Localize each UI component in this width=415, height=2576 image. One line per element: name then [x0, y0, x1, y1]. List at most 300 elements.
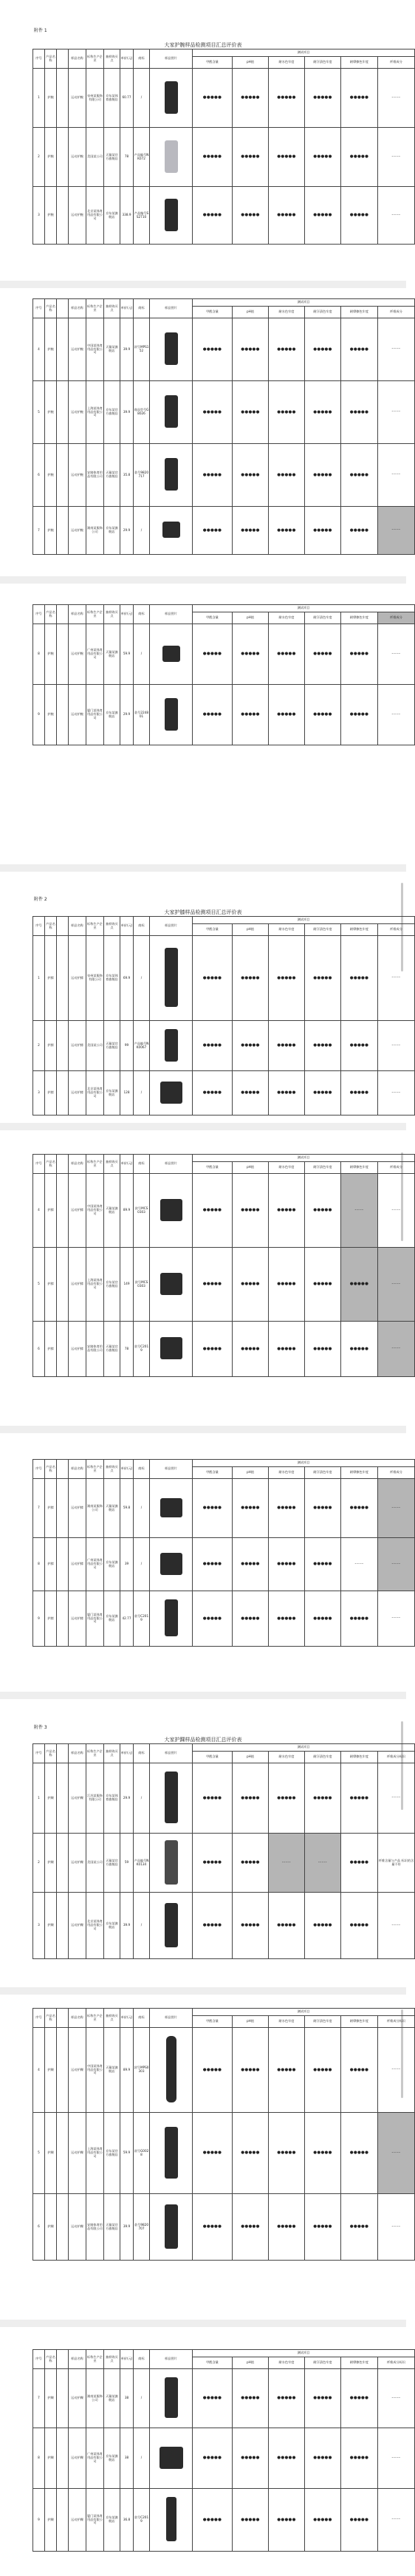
- product-image: [160, 1082, 182, 1104]
- cell-result: ●●●●●: [305, 2428, 341, 2489]
- cell-category: 护膝: [45, 1479, 57, 1538]
- cell-result: -----: [378, 2028, 415, 2113]
- cell-result: ●●●●●: [305, 1021, 341, 1071]
- header-item: 耐汗渍色牢度: [305, 612, 341, 624]
- cell-name: 运动护踝: [69, 2369, 86, 2428]
- page-separator: [0, 2320, 406, 2327]
- cell-result: ●●●●●: [269, 1174, 305, 1248]
- page-separator: [0, 864, 406, 872]
- header-item: 耐水色牢度: [269, 612, 305, 624]
- cell-result: ●●●●●: [341, 624, 378, 685]
- table-row: [33, 1538, 415, 1591]
- cell-result: ●●●●●: [193, 381, 233, 444]
- header-item: 耐汗渍色牢度: [305, 307, 341, 318]
- cell-image: [150, 444, 193, 507]
- cell-seq: 8: [33, 1538, 45, 1591]
- cell-seller: 京东某旗舰店: [104, 2428, 120, 2489]
- cell-result: ●●●●●: [341, 507, 378, 555]
- cell-price: 59.9: [120, 624, 134, 685]
- cell-result: ●●●●●: [305, 318, 341, 381]
- cell-result: ●●●●●: [193, 936, 233, 1021]
- cell-result: ●●●●●: [305, 1071, 341, 1116]
- cell-result: ●●●●●: [269, 507, 305, 555]
- cell-result: ●●●●●: [193, 1538, 233, 1591]
- cell-result: -----: [378, 1591, 415, 1647]
- cell-result: -----: [378, 2113, 415, 2194]
- cell-blank: [57, 187, 69, 245]
- header-sample: 样品名称: [69, 605, 86, 624]
- table-title: 大家护膝样品检测项目汇总评价表: [164, 909, 242, 915]
- cell-result: ●●●●●: [341, 1763, 378, 1834]
- cell-image: [150, 2194, 193, 2261]
- product-image: [165, 698, 178, 731]
- cell-category: 护腕: [45, 69, 57, 128]
- cell-price: 39.9: [120, 1893, 134, 1959]
- cell-result: ●●●●●: [305, 2113, 341, 2194]
- header-sample: 样品名称: [69, 1744, 86, 1763]
- header-item: 耐摩擦色牢度: [341, 924, 378, 936]
- table-row: [33, 1174, 415, 1248]
- header-price: 单价(元): [120, 917, 134, 936]
- cell-result: -----: [378, 685, 415, 745]
- table-row: [33, 2194, 415, 2261]
- cell-price: 29.9: [120, 685, 134, 745]
- page-separator: [0, 1123, 406, 1130]
- cell-mark: /: [134, 1071, 150, 1116]
- cell-category: 护膝: [45, 1021, 57, 1071]
- cell-seller: 京东某官方旗舰店: [104, 1248, 120, 1322]
- cell-result: -----: [378, 2194, 415, 2261]
- header-eval: 测试项目: [193, 2350, 415, 2357]
- header-item: 耐水色牢度: [269, 1752, 305, 1763]
- cell-result: ●●●●●: [305, 685, 341, 745]
- cell-price: 89.9: [120, 2028, 134, 2113]
- cell-result: -----: [378, 128, 415, 187]
- cell-result: -----: [378, 187, 415, 245]
- cell-category: 护腕: [45, 128, 57, 187]
- cell-result: ●●●●●: [233, 2428, 269, 2489]
- cell-result: -----: [305, 1834, 341, 1893]
- cell-maker: 美国某公司: [86, 128, 104, 187]
- table-row: [33, 69, 415, 128]
- cell-result: ●●●●●: [305, 2194, 341, 2261]
- cell-result: ●●●●●: [305, 2028, 341, 2113]
- cell-name: 运动护膝: [69, 1071, 86, 1116]
- table-row: [33, 507, 415, 555]
- cell-result: ●●●●●: [193, 128, 233, 187]
- header-item: pH值: [233, 57, 269, 69]
- cell-blank: [57, 69, 69, 128]
- header-category: 产品名称: [45, 49, 57, 69]
- cell-image: [150, 1071, 193, 1116]
- cell-image: [150, 624, 193, 685]
- cell-result: ●●●●●: [269, 1763, 305, 1834]
- cell-price: 99: [120, 1021, 134, 1071]
- cell-result: ●●●●●: [193, 507, 233, 555]
- cell-image: [150, 2489, 193, 2552]
- cell-mark: /: [134, 2428, 150, 2489]
- results-table: [32, 2349, 415, 2552]
- cell-note: 纤维含量与产品 标识的含量不符: [378, 1834, 415, 1893]
- cell-name: 运动护膝: [69, 1248, 86, 1322]
- cell-mark: 产品编号NK0067: [134, 1021, 150, 1071]
- cell-result: ●●●●●: [193, 69, 233, 128]
- cell-result: ●●●●●: [233, 128, 269, 187]
- cell-result: ●●●●●: [233, 318, 269, 381]
- cell-maker: 上海某体育用品有限公司: [86, 1248, 104, 1322]
- cell-category: 护膝: [45, 1248, 57, 1322]
- header-eval: 测试项目: [193, 2009, 415, 2016]
- header-price: 单价(元): [120, 1155, 134, 1174]
- header-seq: 序号: [33, 2350, 45, 2369]
- cell-result: ●●●●●: [193, 1479, 233, 1538]
- header-blank: [57, 1460, 69, 1479]
- cell-seller: 天猫某官方旗舰店: [104, 128, 120, 187]
- product-image: [165, 948, 178, 1007]
- cell-result: ●●●●●: [233, 1071, 269, 1116]
- cell-result: ●●●●●: [269, 318, 305, 381]
- cell-category: 护腕: [45, 381, 57, 444]
- cell-category: 护膝: [45, 1174, 57, 1248]
- header-item: 纤维成分: [378, 924, 415, 936]
- cell-category: 护踝: [45, 2489, 57, 2552]
- cell-mark: /: [134, 1479, 150, 1538]
- cell-maker: 美国某公司: [86, 1021, 104, 1071]
- cell-seq: 7: [33, 1479, 45, 1538]
- cell-result: ●●●●●: [269, 936, 305, 1021]
- cell-result: ●●●●●: [193, 685, 233, 745]
- cell-seller: 京东某体育旗舰店: [104, 1763, 120, 1834]
- product-image: [165, 140, 178, 173]
- header-item: 耐水色牢度: [269, 307, 305, 318]
- cell-result: ●●●●●: [269, 1591, 305, 1647]
- cell-price: 38: [120, 2428, 134, 2489]
- cell-mark: 款号C2019: [134, 1591, 150, 1647]
- header-image: 样品图片: [150, 605, 193, 624]
- cell-price: 42.77: [120, 1591, 134, 1647]
- cell-maker: 中国某体育用品有限公司: [86, 2028, 104, 2113]
- header-eval: 测试项目: [193, 49, 415, 57]
- header-mark: 商标: [134, 1460, 150, 1479]
- cell-maker: 广州某体育用品有限公司: [86, 2428, 104, 2489]
- header-image: 样品图片: [150, 299, 193, 318]
- cell-blank: [57, 507, 69, 555]
- header-eval: 测试项目: [193, 299, 415, 307]
- cell-seq: 6: [33, 444, 45, 507]
- results-table: [32, 1743, 415, 1959]
- cell-price: 89.9: [120, 1174, 134, 1248]
- cell-result: ●●●●●: [305, 381, 341, 444]
- header-item: 耐摩擦色牢度: [341, 2357, 378, 2369]
- cell-result: ●●●●●: [193, 1248, 233, 1322]
- header-item: 甲醛含量: [193, 1467, 233, 1479]
- cell-result: ●●●●●: [269, 685, 305, 745]
- cell-result: -----: [378, 1763, 415, 1834]
- cell-category: 护踝: [45, 2369, 57, 2428]
- cell-result: ●●●●●: [269, 1248, 305, 1322]
- page-separator: [0, 1692, 406, 1699]
- header-mark: 商标: [134, 2350, 150, 2369]
- cell-maker: 上海某体育用品有限公司: [86, 2113, 104, 2194]
- header-item: 甲醛含量: [193, 612, 233, 624]
- cell-mark: /: [134, 1893, 150, 1959]
- table-row: [33, 1322, 415, 1377]
- cell-seq: 2: [33, 128, 45, 187]
- cell-maker: 安踏体育用品有限公司: [86, 1322, 104, 1377]
- cell-seller: 天猫某旗舰店: [104, 624, 120, 685]
- cell-image: [150, 1248, 193, 1322]
- cell-result: -----: [378, 1021, 415, 1071]
- table-row: [33, 128, 415, 187]
- cell-blank: [57, 1071, 69, 1116]
- header-item: 耐汗渍色牢度: [305, 57, 341, 69]
- header-seq: 序号: [33, 605, 45, 624]
- cell-seq: 1: [33, 1763, 45, 1834]
- cell-category: 护踝: [45, 2028, 57, 2113]
- cell-name: 运动护踝: [69, 2113, 86, 2194]
- header-price: 单价(元): [120, 2009, 134, 2028]
- cell-result: ●●●●●: [233, 936, 269, 1021]
- cell-result: ●●●●●: [305, 1591, 341, 1647]
- cell-price: 36.8: [120, 2489, 134, 2552]
- cell-blank: [57, 685, 69, 745]
- header-eval: 测试项目: [193, 1460, 415, 1467]
- header-price: 单价(元): [120, 1460, 134, 1479]
- cell-result: ●●●●●: [269, 381, 305, 444]
- header-item: 耐摩擦色牢度: [341, 612, 378, 624]
- cell-result: ●●●●●: [233, 381, 269, 444]
- cell-category: 护腕: [45, 187, 57, 245]
- cell-price: 29.9: [120, 507, 134, 555]
- header-image: 样品图片: [150, 2350, 193, 2369]
- table-row: [33, 1591, 415, 1647]
- cell-mark: 产品编号SS2710: [134, 187, 150, 245]
- header-item: 纤维成分: [378, 57, 415, 69]
- cell-name: 运动护踝: [69, 1763, 86, 1834]
- header-item: 纤维成分: [378, 1467, 415, 1479]
- cell-name: 运动护踝: [69, 1834, 86, 1893]
- header-blank: [57, 605, 69, 624]
- header-price: 单价(元): [120, 299, 134, 318]
- cell-category: 护腕: [45, 624, 57, 685]
- header-blank: [57, 49, 69, 69]
- header-mark: 商标: [134, 605, 150, 624]
- cell-result: ●●●●●: [233, 1479, 269, 1538]
- table-row: [33, 2369, 415, 2428]
- cell-mark: 款号C2019: [134, 2489, 150, 2552]
- cell-result: ●●●●●: [193, 2369, 233, 2428]
- table-title: 大家护腕样品检测项目汇总评价表: [164, 42, 242, 48]
- cell-price: 38: [120, 2369, 134, 2428]
- cell-result: ●●●●●: [233, 2369, 269, 2428]
- cell-image: [150, 2428, 193, 2489]
- cell-mark: /: [134, 1538, 150, 1591]
- header-seq: 序号: [33, 2009, 45, 2028]
- header-item: 耐水色牢度: [269, 57, 305, 69]
- cell-maker: 广州某体育用品有限公司: [86, 1538, 104, 1591]
- header-item: pH值: [233, 2357, 269, 2369]
- cell-name: 运动护膝: [69, 1174, 86, 1248]
- cell-result: ●●●●●: [341, 1479, 378, 1538]
- product-image: [160, 1273, 182, 1295]
- cell-seq: 7: [33, 507, 45, 555]
- cell-name: 运动护踝: [69, 2489, 86, 2552]
- cell-category: 护踝: [45, 1763, 57, 1834]
- cell-result: -----: [378, 1893, 415, 1959]
- header-item: 纤维成分标识: [378, 1752, 415, 1763]
- results-table: [32, 604, 415, 745]
- header-price: 单价(元): [120, 605, 134, 624]
- cell-result: ●●●●●: [341, 444, 378, 507]
- cell-seller: 京东某旗舰店: [104, 2489, 120, 2552]
- product-image: [165, 1772, 178, 1823]
- table-row: [33, 2489, 415, 2552]
- cell-mark: 款号C2019: [134, 1322, 150, 1377]
- cell-result: -----: [378, 444, 415, 507]
- cell-seller: 天猫某旗舰店: [104, 2028, 120, 2113]
- cell-category: 护腕: [45, 444, 57, 507]
- cell-seq: 9: [33, 1591, 45, 1647]
- product-image: [165, 2204, 178, 2249]
- cell-result: -----: [378, 1322, 415, 1377]
- table-row: [33, 685, 415, 745]
- header-price: 单价(元): [120, 2350, 134, 2369]
- cell-result: ●●●●●: [269, 2428, 305, 2489]
- product-image: [165, 199, 178, 231]
- table-row: [33, 444, 415, 507]
- header-item: 耐水色牢度: [269, 1467, 305, 1479]
- header-seller: 抽样购买点: [104, 2350, 120, 2369]
- header-item: 甲醛含量: [193, 2016, 233, 2028]
- cell-result: ●●●●●: [233, 624, 269, 685]
- cell-result: ●●●●●: [193, 187, 233, 245]
- header-maker: 标称生产企业: [86, 2350, 104, 2369]
- header-maker: 标称生产企业: [86, 605, 104, 624]
- header-item: 纤维成分: [378, 307, 415, 318]
- cell-category: 护膝: [45, 936, 57, 1021]
- cell-mark: /: [134, 69, 150, 128]
- cell-maker: 安踏体育用品有限公司: [86, 444, 104, 507]
- header-sample: 样品名称: [69, 2009, 86, 2028]
- cell-seller: 京东某官方旗舰店: [104, 2113, 120, 2194]
- cell-result: ●●●●●: [193, 2489, 233, 2552]
- cell-image: [150, 936, 193, 1021]
- cell-maker: 上海某体育用品有限公司: [86, 381, 104, 444]
- cell-blank: [57, 2194, 69, 2261]
- cell-result: ●●●●●: [233, 2028, 269, 2113]
- product-image: [165, 458, 178, 491]
- cell-blank: [57, 1248, 69, 1322]
- header-maker: 标称生产企业: [86, 2009, 104, 2028]
- header-category: 产品名称: [45, 1744, 57, 1763]
- cell-result: -----: [341, 1174, 378, 1248]
- cell-result: ●●●●●: [341, 1071, 378, 1116]
- header-maker: 标称生产企业: [86, 49, 104, 69]
- product-image: [165, 2377, 178, 2418]
- cell-blank: [57, 1591, 69, 1647]
- cell-image: [150, 2369, 193, 2428]
- cell-name: 运动护膝: [69, 1479, 86, 1538]
- cell-category: 护膝: [45, 1071, 57, 1116]
- cell-result: ●●●●●: [233, 507, 269, 555]
- results-table: [32, 298, 415, 555]
- cell-seller: 京东某旗舰店: [104, 1893, 120, 1959]
- header-item: 耐水色牢度: [269, 2357, 305, 2369]
- cell-category: 护踝: [45, 2428, 57, 2489]
- table-row: [33, 936, 415, 1021]
- cell-result: ●●●●●: [193, 1021, 233, 1071]
- cell-mark: 款号G0028: [134, 2113, 150, 2194]
- cell-maker: 厦门某体育用品有限公司: [86, 2489, 104, 2552]
- cell-result: -----: [378, 936, 415, 1021]
- header-item: 耐摩擦色牢度: [341, 1752, 378, 1763]
- cell-mark: 款号224801: [134, 685, 150, 745]
- cell-price: 60.77: [120, 69, 134, 128]
- header-seq: 序号: [33, 1744, 45, 1763]
- cell-name: 运动护踝: [69, 2194, 86, 2261]
- header-item: pH值: [233, 612, 269, 624]
- header-item: 耐汗渍色牢度: [305, 1752, 341, 1763]
- cell-result: ●●●●●: [305, 2489, 341, 2552]
- header-price: 单价(元): [120, 1744, 134, 1763]
- header-sample: 样品名称: [69, 917, 86, 936]
- cell-result: ●●●●●: [233, 69, 269, 128]
- cell-seller: 京东某旗舰店: [104, 507, 120, 555]
- cell-result: -----: [378, 1174, 415, 1248]
- cell-seller: 天猫某官方旗舰店: [104, 2194, 120, 2261]
- header-eval: 测试项目: [193, 917, 415, 924]
- cell-name: 运动护腕: [69, 187, 86, 245]
- header-mark: 商标: [134, 1155, 150, 1174]
- cell-seller: 京东某官方旗舰店: [104, 381, 120, 444]
- cell-seller: 天猫某旗舰店: [104, 1479, 120, 1538]
- header-blank: [57, 299, 69, 318]
- header-blank: [57, 917, 69, 936]
- cell-image: [150, 318, 193, 381]
- cell-image: [150, 1834, 193, 1893]
- header-seq: 序号: [33, 1460, 45, 1479]
- product-image: [166, 2036, 176, 2102]
- product-image: [160, 1553, 182, 1575]
- cell-result: ●●●●●: [269, 128, 305, 187]
- header-item: pH值: [233, 924, 269, 936]
- header-eval: 测试项目: [193, 605, 415, 612]
- cell-blank: [57, 1021, 69, 1071]
- cell-image: [150, 187, 193, 245]
- page-separator: [0, 576, 406, 584]
- cell-maker: 湖南某服饰公司: [86, 1479, 104, 1538]
- cell-result: ●●●●●: [233, 2113, 269, 2194]
- header-item: pH值: [233, 1752, 269, 1763]
- header-blank: [57, 2009, 69, 2028]
- header-item: 甲醛含量: [193, 1162, 233, 1174]
- cell-mark: /: [134, 2369, 150, 2428]
- cell-result: ●●●●●: [269, 2369, 305, 2428]
- cell-seq: 3: [33, 187, 45, 245]
- cell-blank: [57, 1834, 69, 1893]
- product-image: [165, 332, 178, 365]
- header-sample: 样品名称: [69, 1155, 86, 1174]
- header-category: 产品名称: [45, 2350, 57, 2369]
- cell-result: -----: [378, 2369, 415, 2428]
- cell-blank: [57, 1538, 69, 1591]
- cell-price: 59.9: [120, 2113, 134, 2194]
- cell-maker: 北京某体育用品有限公司: [86, 1071, 104, 1116]
- cell-result: ●●●●●: [305, 1893, 341, 1959]
- cell-result: ●●●●●: [305, 444, 341, 507]
- header-mark: 商标: [134, 917, 150, 936]
- header-seller: 抽样购买点: [104, 605, 120, 624]
